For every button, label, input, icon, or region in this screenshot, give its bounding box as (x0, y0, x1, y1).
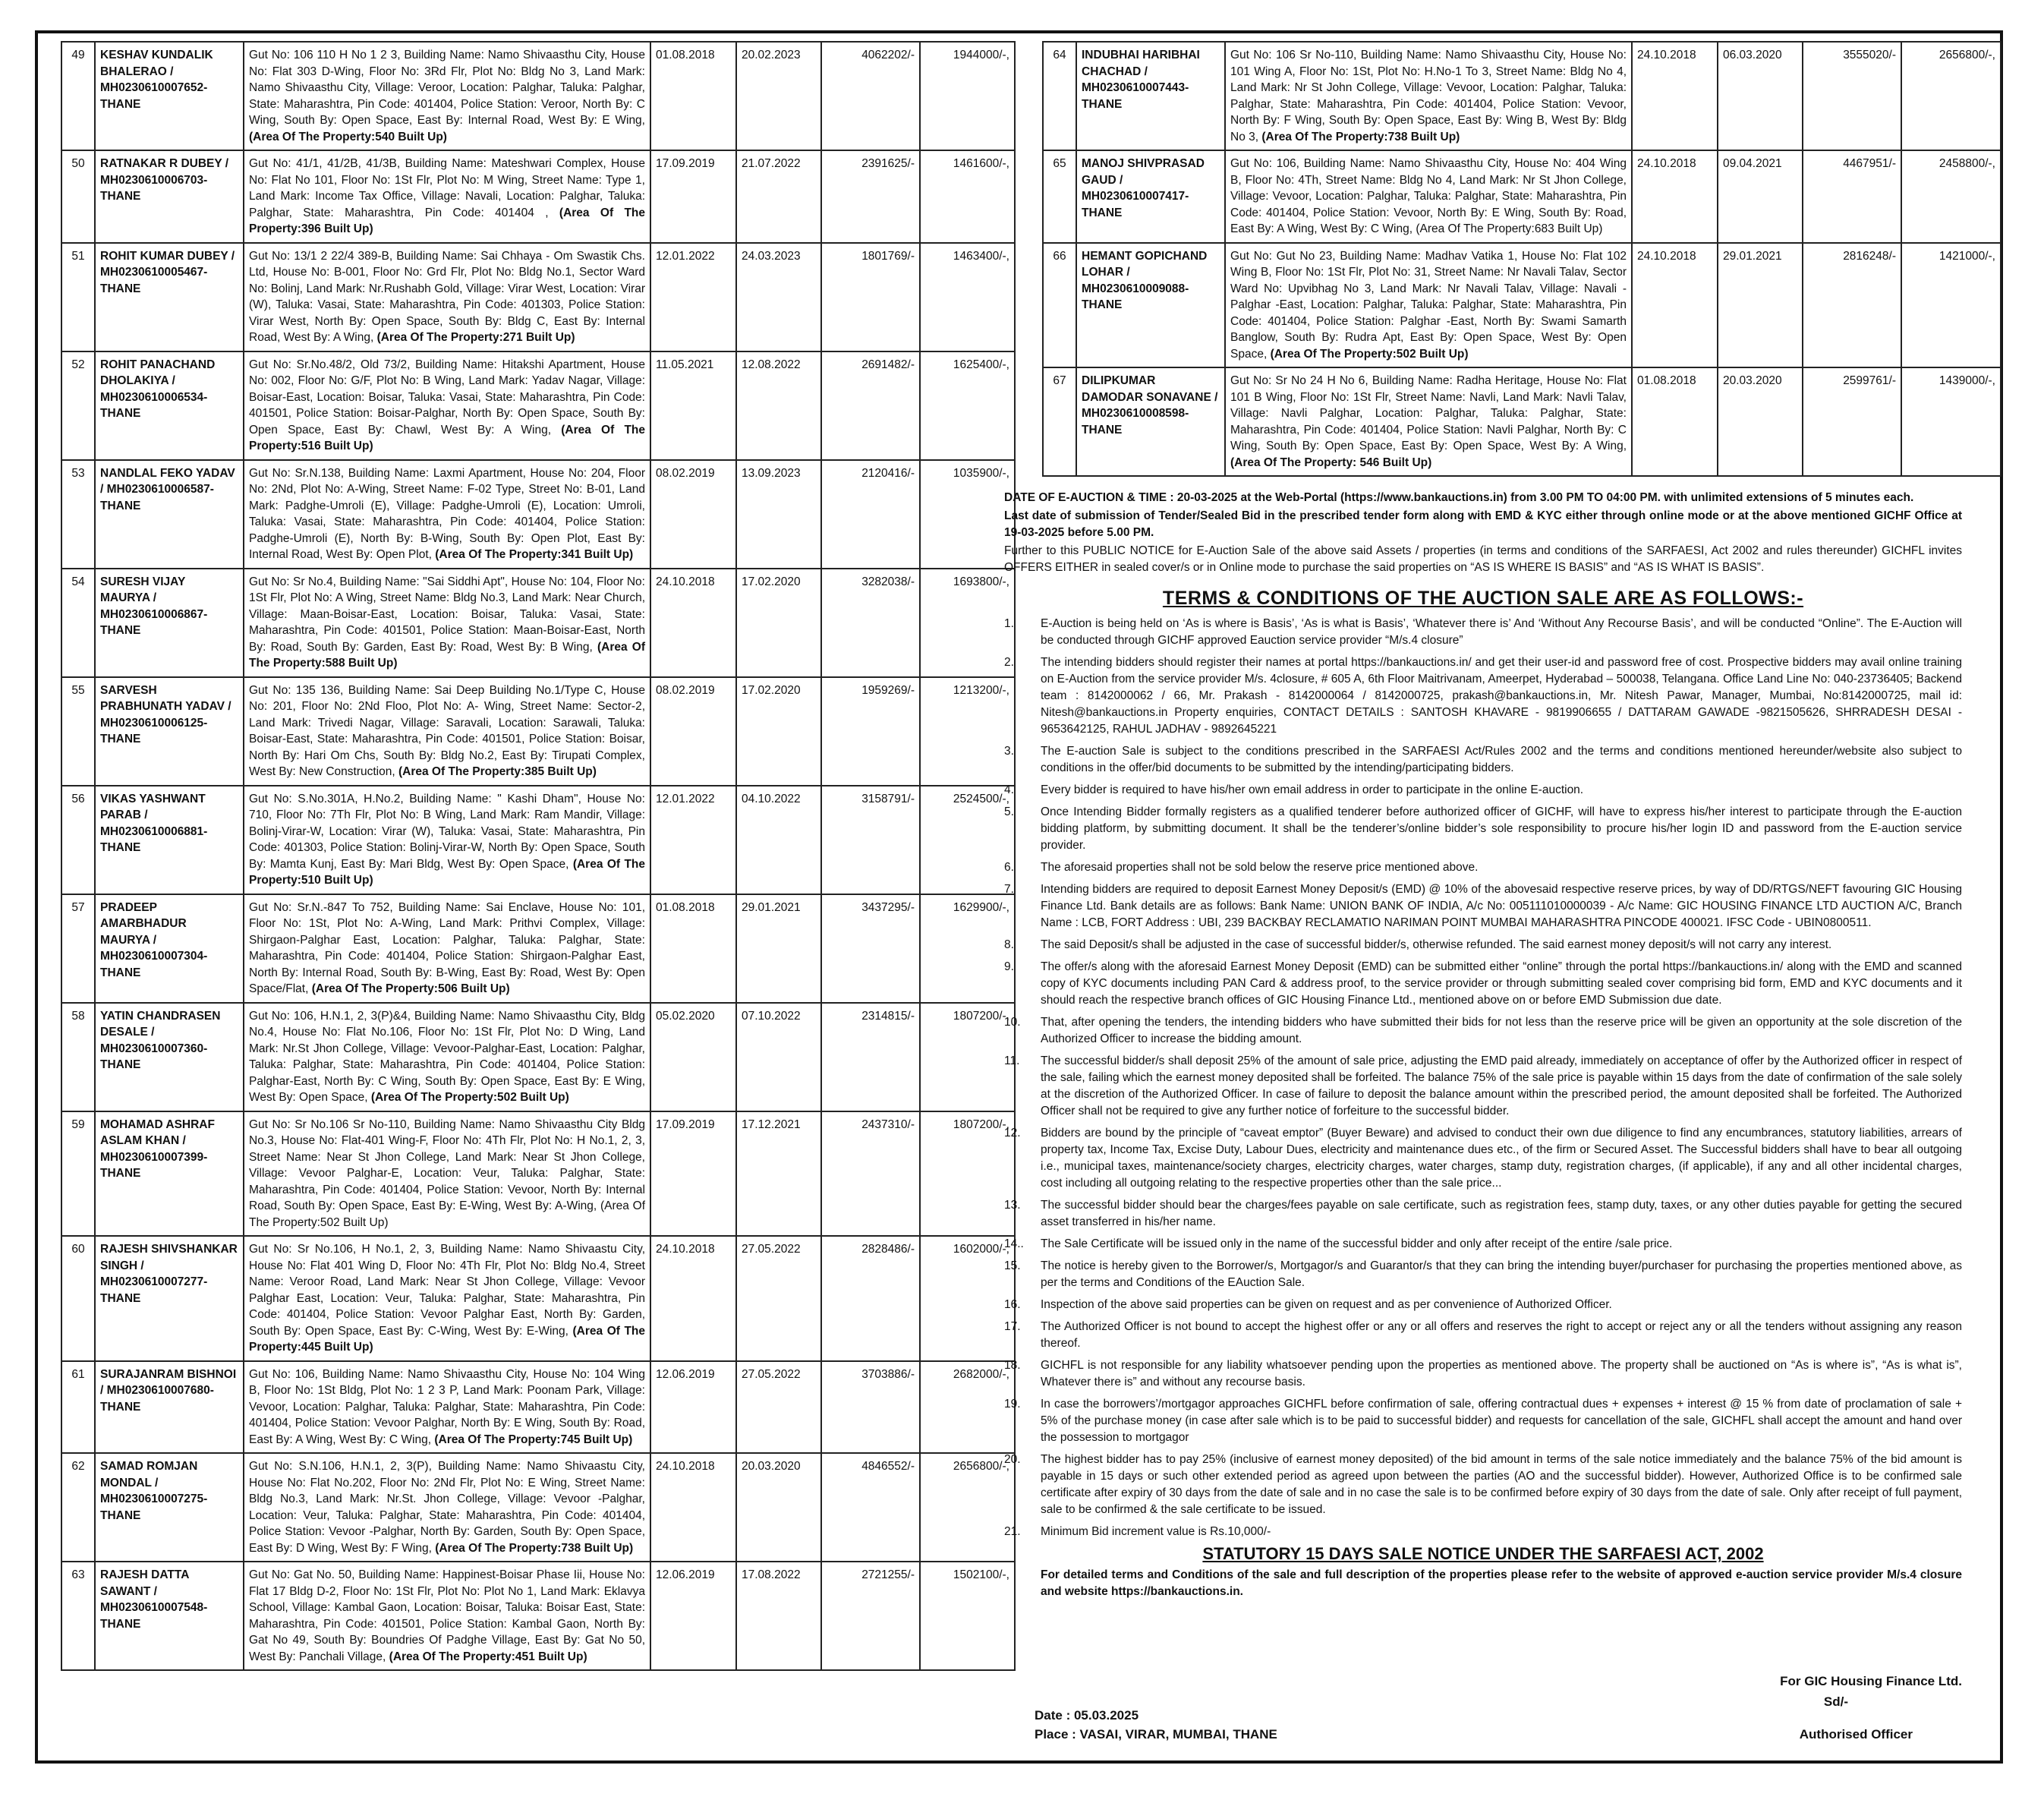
borrower-name: HEMANT GOPICHAND LOHAR / MH0230610009088-THANE (1076, 243, 1225, 368)
serial-number: 49 (61, 42, 95, 150)
property-row (61, 1003, 1015, 1111)
term-text: Bidders are bound by the principle of “caveat emptor” (Buyer Beware) and advised to conduct their own due diligence to find any encumbrances, statutory liabilities, arrears of property tax, Income Tax, Excise Duty, Labour Dues, electricity and maintenance dues etc., of the firm or Secured Asset. The Successful bidders shall have to bear all outgoing i.e., municipal taxes, maintenance/society charges, electricity charges, water charges, stamp duty, registration charges, (if applicable), if any and all other incidental charges, cost including all outgoing relating to the respective properties other than the sale price... (1041, 1127, 1962, 1190)
property-area: (Area Of The Property:745 Built Up) (434, 1433, 633, 1446)
property-area: (Area Of The Property:502 Built Up) (370, 1091, 569, 1104)
term-text: The E-auction Sale is subject to the conditions prescribed in the SARFAESI Act/Rules 2002 and the terms and conditions mentioned hereunder/website also subject to conditions in the offer/bid documents to be submitted by the intending/participating bidders. (1041, 745, 1962, 774)
description-text: Gut No: Sr No.4, Building Name: "Sai Siddhi Apt", House No: 104, Floor No: 1St Flr, Plot No: A Wing, Street Name: Bldg No.3, Land Mark: Near Church, Village: Maan-Boisar-East, Location: Boisar, Taluka: Vasai, State: Maharashtra, Pin Code: 401501, Police Station: Maan-Boisar-East, North By: Road, South By: Garden, East By: Road, West By: B Wing, (249, 575, 645, 654)
term-text: Minimum Bid increment value is Rs.10,000/- (1041, 1525, 1271, 1538)
reserve-price: 1502100/-, (920, 1562, 1015, 1670)
property-row (61, 894, 1015, 1003)
property-row (1043, 367, 2001, 476)
property-row (1043, 243, 2001, 368)
reserve-price: 1213200/-, (920, 677, 1015, 786)
property-area: (Area Of The Property:396 Built Up) (249, 206, 646, 235)
outstanding-amount: 2391625/- (821, 150, 920, 243)
reserve-price: 1463400/-, (920, 243, 1015, 351)
demand-notice-date: 12.01.2022 (650, 786, 736, 894)
term-item (1004, 616, 1962, 649)
left-table-body (61, 42, 1015, 1670)
right-property-table-column (1042, 41, 2000, 477)
demand-notice-date: 24.10.2018 (650, 1453, 736, 1562)
term-item (1004, 1357, 1962, 1391)
term-item (1004, 654, 1962, 738)
possession-date: 09.04.2021 (1718, 150, 1803, 243)
outstanding-amount: 2721255/- (821, 1562, 920, 1670)
term-number: 2. (1004, 656, 1014, 669)
property-row (1043, 42, 2001, 150)
serial-number: 53 (61, 460, 95, 569)
property-description (244, 42, 650, 150)
term-item (1004, 959, 1962, 1009)
description-text: Gut No: Sr No.106, H No.1, 2, 3, Building Name: Namo Shivaastu City, House No: Flat 401 Wing D, Floor No: 4Th Flr, Plot No: Bldg No.4, Street Name: Veroor Road, Land Mark: Near St Jhon College, Village: Vevoor Palghar East, Location: Veur, Taluka: Palghar, State: Maharashtra, Pin Code: 401404, Police Station: Vevoor Palghar East, North By: Garden, South By: Open Space, East By: C-Wing, West By: E-Wing, (249, 1243, 645, 1338)
reserve-price: 2682000/-, (920, 1361, 1015, 1454)
outstanding-amount: 3282038/- (821, 569, 920, 677)
property-description (244, 460, 650, 569)
term-number: 8. (1004, 938, 1014, 951)
description-text: Gut No: Sr No.106 Sr No-110, Building Name: Namo Shivaasthu City Bldg No.3, House No: Flat-401 Wing-F, Floor No: 4Th Flr, Plot No: H No.1, 2, 3, Street Name: Near St Jhon College, Land Mark: Near St Jhon College, Village: Vevoor Palghar-E, Location: Veur, Taluka: Palghar, State: Maharashtra, Pin Code: 401404, Police Station: Vevoor, North By: Internal Road, South By: Open Space, East By: E-Wing, West By: A-Wing, (Area Of The Property:502 Built Up) (249, 1117, 645, 1229)
property-area: (Area Of The Property:738 Built Up) (1261, 130, 1460, 143)
term-item (1004, 1258, 1962, 1291)
possession-date: 17.08.2022 (736, 1562, 821, 1670)
borrower-name: RAJESH SHIVSHANKAR SINGH / MH0230610007277-THANE (95, 1236, 244, 1361)
demand-notice-date: 24.10.2018 (1632, 243, 1718, 368)
property-area: (Area Of The Property:540 Built Up) (249, 130, 447, 143)
term-number: 16. (1004, 1298, 1021, 1311)
term-text: That, after opening the tenders, the intending bidders who have submitted their bids for not less than the reserve price will be given an opportunity at the sole discretion of the Authorized Officer to increase the bidding amount. (1041, 1016, 1962, 1045)
term-number: 4. (1004, 783, 1014, 796)
outstanding-amount: 2828486/- (821, 1236, 920, 1361)
outstanding-amount: 4846552/- (821, 1453, 920, 1562)
property-description (244, 1111, 650, 1237)
term-item (1004, 1452, 1962, 1518)
property-description (244, 1361, 650, 1454)
reserve-price: 1439000/-, (1901, 367, 2001, 476)
outstanding-amount: 2599761/- (1803, 367, 1901, 476)
term-text: GICHFL is not responsible for any liability whatsoever pending upon the properties as mentioned above. The property shall be auctioned on “As is where is”, “As is what is”, Whatever there is” and without any recourse basis. (1041, 1359, 1962, 1388)
reserve-price: 1625400/-, (920, 351, 1015, 460)
signed-mark: Sd/- (1823, 1694, 1848, 1709)
term-item (1004, 1297, 1962, 1313)
property-row (61, 786, 1015, 894)
demand-notice-date: 17.09.2019 (650, 150, 736, 243)
serial-number: 64 (1043, 42, 1076, 150)
term-number: 18. (1004, 1359, 1021, 1372)
demand-notice-date: 01.08.2018 (650, 894, 736, 1003)
property-row (1043, 150, 2001, 243)
term-item (1004, 937, 1962, 954)
serial-number: 59 (61, 1111, 95, 1237)
term-item (1004, 1125, 1962, 1192)
authorised-officer: Authorised Officer (1799, 1727, 1913, 1742)
borrower-name: SURESH VIJAY MAURYA / MH0230610006867-THANE (95, 569, 244, 677)
demand-notice-date: 12.06.2019 (650, 1361, 736, 1454)
possession-date: 27.05.2022 (736, 1361, 821, 1454)
property-area: (Area Of The Property:738 Built Up) (435, 1541, 634, 1555)
serial-number: 61 (61, 1361, 95, 1454)
outstanding-amount: 3437295/- (821, 894, 920, 1003)
further-notice-line: Further to this PUBLIC NOTICE for E-Auction Sale of the above said Assets / properties (in terms and conditions of the SARFAESI, Act 2002 and rules thereunder) GICHFL invites OFFERS EITHER in sealed cover/s or in Online mode to purchase the said properties on “AS IS WHERE IS BASIS” and “AS IS WHAT IS BASIS”. (1004, 544, 1962, 574)
property-row (61, 351, 1015, 460)
term-number: 13. (1004, 1199, 1021, 1212)
left-property-table (61, 41, 1016, 1671)
demand-notice-date: 08.02.2019 (650, 677, 736, 786)
serial-number: 51 (61, 243, 95, 351)
term-number: 11. (1004, 1054, 1020, 1067)
possession-date: 20.03.2020 (1718, 367, 1803, 476)
description-text: Gut No: Sr.N.-847 To 752, Building Name: Sai Enclave, House No: 101, Floor No: 1St, Plot No: A-Wing, Land Mark: Prithvi Complex, Village: Shirgaon-Palghar East, Location: Palghar, Taluka: Palghar, State: Maharashtra, Pin Code: 401404, Police Station: Shirgaon-Palghar East, North By: Internal Road, South By: B-Wing, East By: Road, West By: Open Space/Flat, (249, 900, 645, 995)
term-text: In case the borrowers’/mortgagor approaches GICHFL before confirmation of sale, offering contractual dues + expenses + interest @ 15 % from date of proclamation of sale + 5% of the purchase money (in case after sale which is to be paid to successful bidder) and requests for cancellation of the sale, GICHFL shall accept the amount and hand over the possession to mortgagor (1041, 1398, 1962, 1444)
description-text: Gut No: 106 110 H No 1 2 3, Building Name: Namo Shivaasthu City, House No: Flat 303 D-Wing, Floor No: 3Rd Flr, Plot No: Bldg No 3, Land Mark: Namo Shivaasthu City, Village: Veroor, Location: Palghar, Taluka: Palghar, State: Maharashtra, Pin Code: 401404, Police Station: Veroor, North By: C Wing, South By: Open Space, East By: Internal Road, West By: E Wing, (249, 49, 645, 127)
property-area: (Area Of The Property:502 Built Up) (1270, 347, 1469, 361)
property-description (1225, 367, 1632, 476)
outstanding-amount: 1801769/- (821, 243, 920, 351)
demand-notice-date: 12.06.2019 (650, 1562, 736, 1670)
borrower-name: ROHIT PANACHAND DHOLAKIYA / MH0230610006534-THANE (95, 351, 244, 460)
property-row (61, 42, 1015, 150)
demand-notice-date: 24.10.2018 (650, 1236, 736, 1361)
demand-notice-date: 08.02.2019 (650, 460, 736, 569)
outstanding-amount: 3158791/- (821, 786, 920, 894)
term-item (1004, 1319, 1962, 1352)
outstanding-amount: 3703886/- (821, 1361, 920, 1454)
property-row (61, 1111, 1015, 1237)
term-number: 7. (1004, 883, 1014, 896)
possession-date: 17.12.2021 (736, 1111, 821, 1237)
terms-title: TERMS & CONDITIONS OF THE AUCTION SALE ARE AS FOLLOWS:- (1162, 588, 1804, 609)
outstanding-amount: 2691482/- (821, 351, 920, 460)
property-description (1225, 42, 1632, 150)
property-row (61, 569, 1015, 677)
borrower-name: INDUBHAI HARIBHAI CHACHAD / MH0230610007443-THANE (1076, 42, 1225, 150)
borrower-name: PRADEEP AMARBHADUR MAURYA / MH0230610007304-THANE (95, 894, 244, 1003)
reserve-price: 1602000/-, (920, 1236, 1015, 1361)
description-text: Gut No: 106, H.N.1, 2, 3(P)&4, Building Name: Namo Shivaasthu City, Bldg No.4, House No: Flat No.106, Floor No: 1St Flr, Plot No: D Wing, Land Mark: Nr.St Jhon College, Village: Vevoor-Palghar-East, Location: Palghar, Taluka: Palghar, State: Maharashtra, Pin Code: 401404, Police Station: Palghar-East, North By: C Wing, South By: Open Space, East By: E Wing, West By: Open Space, (249, 1009, 645, 1104)
auction-date-line: DATE OF E-AUCTION & TIME : 20-03-2025 at the Web-Portal (https://www.bankauctions.in) from 3.00 PM TO 04:00 PM. with unlimited extensions of 5 minutes each. (1004, 491, 1914, 504)
reserve-price: 2656800/-, (1901, 42, 2001, 150)
property-area: (Area Of The Property:516 Built Up) (249, 423, 646, 452)
term-number: 3. (1004, 745, 1014, 758)
borrower-name: VIKAS YASHWANT PARAB / MH0230610006881-THANE (95, 786, 244, 894)
term-number: 21. (1004, 1525, 1021, 1538)
property-area: (Area Of The Property:385 Built Up) (398, 765, 597, 778)
possession-date: 21.07.2022 (736, 150, 821, 243)
property-area: (Area Of The Property:341 Built Up) (435, 548, 634, 561)
term-text: The highest bidder has to pay 25% (inclusive of earnest money deposited) of the bid amount in terms of the sale notice immediately and the balance 75% of the bid amount is payable in 15 days or such other extended period as agreed upon between the parties (AO and the successful bidder). However, Authorized Office is to be confirmed sale certificate after expiry of 30 days from the date of sale and in no case the sale is to be confirmed before expiry of 30 days from the date of sale. Only after receipt of full payment, sale to be confirmed & the sale certificate to be issued. (1041, 1453, 1962, 1516)
term-item (1004, 1197, 1962, 1231)
property-description (244, 1003, 650, 1111)
description-text: Gut No: S.No.301A, H.No.2, Building Name: " Kashi Dham", House No: 710, Floor No: 7Th Flr, Plot No: B Wing, Land Mark: Ram Mandir, Village: Bolinj-Virar-W, Location: Virar (W), Taluka: Vasai, State: Maharashtra, Pin Code: 401303, Police Station: Bolinj-Virar-W, North By: Open Space, South By: Mamta Kunj, East By: Mari Bldg, West By: Open Space, (249, 792, 645, 871)
serial-number: 52 (61, 351, 95, 460)
description-text: Gut No: Sr.No.48/2, Old 73/2, Building Name: Hitakshi Apartment, House No: 002, Floor No: G/F, Plot No: B Wing, Land Mark: Yadav Nagar, Village: Boisar-East, Location: Boisar, Taluka: Vasai, State: Maharashtra, Pin Code: 401501, Police Station: Boisar-Palghar, North By: Open Space, South By: Open Space, East By: Chawl, West By: A Wing, (249, 358, 645, 437)
term-text: Every bidder is required to have his/her own email address in order to participate in the online E-auction. (1041, 783, 1584, 796)
possession-date: 13.09.2023 (736, 460, 821, 569)
demand-notice-date: 01.08.2018 (650, 42, 736, 150)
description-text: Gut No: S.N.106, H.N.1, 2, 3(P), Building Name: Namo Shivaastu City, House No: Flat No.202, Floor No: 2Nd Flr, Plot No: E Wing, Street Name: Bldg No.3, Land Mark: Nr.St. Jhon College, Village: Vevoor -Palghar, Location: Veur, Taluka: Palghar, State: Maharashtra, Pin Code: 401404, Police Station: Vevoor -Palghar, North By: Garden, South By: Open Space, East By: D Wing, West By: F Wing, (249, 1460, 645, 1555)
demand-notice-date: 24.10.2018 (1632, 42, 1718, 150)
term-item (1004, 1014, 1962, 1048)
term-item (1004, 1524, 1962, 1540)
term-number: 9. (1004, 960, 1014, 973)
property-description (244, 1236, 650, 1361)
property-description (244, 243, 650, 351)
property-row (61, 1562, 1015, 1670)
reserve-price: 1421000/-, (1901, 243, 2001, 368)
term-number: 6. (1004, 861, 1014, 874)
description-text: Gut No: 106, Building Name: Namo Shivaasthu City, House No: 104 Wing B, Floor No: 1St Bldg, Plot No: 1 2 3 P, Land Mark: Poonam Park, Village: Vevoor, Location: Palghar, Taluka: Palghar, State: Maharashtra, Pin Code: 401404, Police Station: Vevoor Palghar, North By: E Wing, South By: Road, East By: A Wing, West By: C Wing, (249, 1367, 645, 1446)
possession-date: 29.01.2021 (1718, 243, 1803, 368)
outstanding-amount: 1959269/- (821, 677, 920, 786)
property-row (61, 150, 1015, 243)
description-text: Gut No: Sr.N.138, Building Name: Laxmi Apartment, House No: 204, Floor No: 2Nd, Plot No: A-Wing, Street Name: F-02 Type, Street No: B-01, Land Mark: Padghe-Umroli (E), Village: Padghe-Umroli (E), Location: Umroli, Taluka: Vasai, State: Maharashtra, Pin Code: 401404, Police Station: Padghe-Umroli (E), North By: B-Wing, South By: Open Plot, East By: Internal Road, West By: Open Plot, (249, 466, 645, 561)
possession-date: 24.03.2023 (736, 243, 821, 351)
term-number: 1. (1004, 617, 1014, 630)
term-number: 5. (1004, 805, 1014, 818)
for-company: For GIC Housing Finance Ltd. (1780, 1674, 1962, 1688)
borrower-name: NANDLAL FEKO YADAV / MH0230610006587-THANE (95, 460, 244, 569)
property-row (61, 243, 1015, 351)
reserve-price: 1807200/-, (920, 1111, 1015, 1237)
possession-date: 07.10.2022 (736, 1003, 821, 1111)
borrower-name: YATIN CHANDRASEN DESALE / MH0230610007360-THANE (95, 1003, 244, 1111)
serial-number: 63 (61, 1562, 95, 1670)
reserve-price: 1035900/-, (920, 460, 1015, 569)
borrower-name: RAJESH DATTA SAWANT / MH0230610007548-THANE (95, 1562, 244, 1670)
description-text: Gut No: 106, Building Name: Namo Shivaasthu City, House No: 404 Wing B, Floor No: 4Th, Street Name: Bldg No 4, Land Mark: Nr St Jhon College, Village: Vevoor, Location: Palghar, Taluka: Palghar, State: Maharashtra, Pin Code: 401404, Police Station: Vevoor, North By: E Wing, South By: Road, East By: A Wing, West By: C Wing, (Area Of The Property:683 Built Up) (1230, 157, 1627, 235)
property-description (244, 150, 650, 243)
possession-date: 17.02.2020 (736, 569, 821, 677)
demand-notice-date: 01.08.2018 (1632, 367, 1718, 476)
borrower-name: SARVESH PRABHUNATH YADAV / MH0230610006125-THANE (95, 677, 244, 786)
term-number: 15. (1004, 1259, 1021, 1272)
term-item (1004, 1053, 1962, 1120)
serial-number: 62 (61, 1453, 95, 1562)
property-description (244, 1562, 650, 1670)
serial-number: 57 (61, 894, 95, 1003)
serial-number: 60 (61, 1236, 95, 1361)
statutory-title: STATUTORY 15 DAYS SALE NOTICE UNDER THE SARFAESI ACT, 2002 (1202, 1544, 1764, 1563)
outstanding-amount: 2314815/- (821, 1003, 920, 1111)
reserve-price: 1807200/-, (920, 1003, 1015, 1111)
terms-list (1004, 616, 1962, 1540)
term-text: The Sale Certificate will be issued only in the name of the successful bidder and only after receipt of the entire /sale price. (1041, 1237, 1673, 1250)
demand-notice-date: 17.09.2019 (650, 1111, 736, 1237)
property-description (244, 786, 650, 894)
term-number: 10. (1004, 1016, 1021, 1029)
possession-date: 17.02.2020 (736, 677, 821, 786)
demand-notice-date: 11.05.2021 (650, 351, 736, 460)
term-item (1004, 1396, 1962, 1446)
borrower-name: RATNAKAR R DUBEY / MH0230610006703-THANE (95, 150, 244, 243)
borrower-name: KESHAV KUNDALIK BHALERAO / MH0230610007652-THANE (95, 42, 244, 150)
reserve-price: 1629900/-, (920, 894, 1015, 1003)
reserve-price: 2524500/-, (920, 786, 1015, 894)
serial-number: 65 (1043, 150, 1076, 243)
reserve-price: 1461600/-, (920, 150, 1015, 243)
property-description (244, 569, 650, 677)
term-text: The aforesaid properties shall not be sold below the reserve price mentioned above. (1041, 861, 1479, 874)
property-description (244, 1453, 650, 1562)
serial-number: 55 (61, 677, 95, 786)
possession-date: 27.05.2022 (736, 1236, 821, 1361)
possession-date: 20.03.2020 (736, 1453, 821, 1562)
possession-date: 20.02.2023 (736, 42, 821, 150)
description-text: Gut No: Sr No 24 H No 6, Building Name: Radha Heritage, House No: Flat 101 B Wing, Floor No: 1St Flr, Street Name: Navli, Land Mark: Navli Talav, Village: Navli Palghar, Location: Palghar, Taluka: Palghar, State: Maharashtra, Pin Code: 401404, Police Station: Navli Palghar, North By: C Wing, South By: Open Space, East By: Open Space, West By: A Wing, (1230, 374, 1627, 452)
statutory-body: For detailed terms and Conditions of the sale and full description of the properties please refer to the website of approved e-auction service provider M/s.4 closure and website https://bankauctions.in. (1041, 1568, 1962, 1598)
left-property-table-column (61, 41, 1014, 1671)
property-area: (Area Of The Property:445 Built Up) (249, 1324, 646, 1354)
property-row (61, 1361, 1015, 1454)
term-number: 14.. (1004, 1237, 1024, 1250)
term-item (1004, 804, 1962, 854)
term-text: The successful bidder should bear the charges/fees payable on sale certificate, such as registration fees, stamp duty, taxes, or any other duties payable for getting the secured asset transferred in his/her name. (1041, 1199, 1962, 1228)
submission-deadline-line: Last date of submission of Tender/Sealed Bid in the prescribed tender form along with EMD & KYC either through online mode or at the above mentioned GICHF Office at 19-03-2025 before 5.00 PM. (1004, 509, 1962, 539)
demand-notice-date: 05.02.2020 (650, 1003, 736, 1111)
term-item (1004, 1236, 1962, 1253)
serial-number: 56 (61, 786, 95, 894)
outstanding-amount: 2816248/- (1803, 243, 1901, 368)
reserve-price: 2656800/-, (920, 1453, 1015, 1562)
notice-place: Place : VASAI, VIRAR, MUMBAI, THANE (1035, 1727, 1277, 1742)
term-text: The notice is hereby given to the Borrower/s, Mortgagor/s and Guarantor/s that they can bring the intending buyer/purchaser for purchasing the properties mentioned above, as per the terms and Conditions of the EAuction Sale. (1041, 1259, 1962, 1289)
property-row (61, 1236, 1015, 1361)
property-description (1225, 243, 1632, 368)
outstanding-amount: 2120416/- (821, 460, 920, 569)
property-area: (Area Of The Property:588 Built Up) (249, 640, 646, 670)
term-number: 20. (1004, 1453, 1021, 1466)
serial-number: 50 (61, 150, 95, 243)
description-text: Gut No: 13/1 2 22/4 389-B, Building Name: Sai Chhaya - Om Swastik Chs. Ltd, House No: B-001, Floor No: Grd Flr, Plot No: Bldg No.1, Sector Ward No: Bolinj, Land Mark: Nr.Rushabh Gold, Village: Virar West, Location: Virar (W), Taluka: Vasai, State: Maharashtra, Pin Code: 401303, Police Station: Virar West, North By: Open Space, South By: Bldg C, East By: Internal Road, West By: A Wing, (249, 249, 645, 344)
property-area: (Area Of The Property:510 Built Up) (249, 857, 646, 887)
outstanding-amount: 4062202/- (821, 42, 920, 150)
property-row (61, 460, 1015, 569)
term-item (1004, 743, 1962, 777)
serial-number: 58 (61, 1003, 95, 1111)
right-property-table (1042, 41, 2001, 477)
serial-number: 66 (1043, 243, 1076, 368)
notice-date: Date : 05.03.2025 (1035, 1708, 1139, 1723)
possession-date: 29.01.2021 (736, 894, 821, 1003)
borrower-name: ROHIT KUMAR DUBEY / MH0230610005467-THANE (95, 243, 244, 351)
borrower-name: MANOJ SHIVPRASAD GAUD / MH0230610007417-THANE (1076, 150, 1225, 243)
term-item (1004, 782, 1962, 799)
possession-date: 06.03.2020 (1718, 42, 1803, 150)
term-text: The intending bidders should register their names at portal https://bankauctions.in/ and get their user-id and password free of cost. Prospective bidders may avail online training on E-Auction from the service provider M/s. 4closure, # 605 A, 6th Floor Maitrivanam, Ameerpet, Hyderabad – 500038, Telangana. Office Land Line No: 040-23736405; Backend team : 8142000062 / 66, Mr. Prakash - 8142000064 / 8142000725, prakash@bankauctions.in, Mr. Nitesh Pawar, Manager, Mumbai, No:8142000725, mail id: Nitesh@bankauctions.in Property enquiries, CONTACT DETAILS : SANTOSH KHAVARE - 9819906655 / DATTARAM GAWADE -9821505626, SHRRADESH DESAI - 9653642125, RAHUL JADHAV - 9892645221 (1041, 656, 1962, 736)
description-text: Gut No: 41/1, 41/2B, 41/3B, Building Name: Mateshwari Complex, House No: Flat No 101, Floor No: 1St Flr, Plot No: M Wing, Street Name: Type 1, Land Mark: Income Tax Office, Village: Navali, Location: Palghar, Taluka: Palghar, State: Maharashtra, Pin Code: 401404 , (249, 157, 645, 219)
description-text: Gut No: 106 Sr No-110, Building Name: Namo Shivaasthu City, House No: 101 Wing A, Floor No: 1St, Plot No: H.No-1 To 3, Street Name: Bldg No 4, Land Mark: Nr St John College, Village: Vevoor, Location: Palghar, Taluka: Palghar, State: Maharashtra, Pin Code: 401404, Police Station: Vevoor, North By: F Wing, South By: Open Space, East By: Wing B, West By: Bldg No 3, (1230, 49, 1627, 143)
demand-notice-date: 24.10.2018 (650, 569, 736, 677)
serial-number: 54 (61, 569, 95, 677)
term-item (1004, 881, 1962, 931)
property-description (244, 894, 650, 1003)
description-text: Gut No: Gut No 23, Building Name: Madhav Vatika 1, House No: Flat 102 Wing B, Floor No: 1St Flr, Plot No: 31, Street Name: Nr Navali Talav, Sector Ward No: Upvibhag No 3, Land Mark: Nr Navali Talav, Village: Navali -Palghar -East, Location: Palghar, Taluka: Palghar, State: Maharashtra, Pin Code: 401404, Police Station: Palghar -East, North By: Swami Samarth Banglow, South By: Rudra Apt, East By: Open Space, West By: Open Space, (1230, 249, 1627, 361)
term-text: The successful bidder/s shall deposit 25% of the amount of sale price, adjusting the EMD paid already, immediately on acceptance of offer by the Authorized officer in respect of the sale, failing which the earnest money deposited shall be forfeited. The balance 75% of the sale price is payable within 15 days from the date of confirmation of the sale solely at the discretion of the Authorized Officer. In case of failure to deposit the balance amount within the prescribed period, the amount deposited shall be forfeited. The Authorized Officer shall not be required to give any further notice of forfeiture to the successful bidder. (1041, 1054, 1962, 1117)
reserve-price: 2458800/-, (1901, 150, 2001, 243)
term-text: Intending bidders are required to deposit Earnest Money Deposit/s (EMD) @ 10% of the abovesaid respective reserve prices, by way of DD/RTGS/NEFT favouring GIC Housing Finance Ltd. Bank details are as follows: Bank Name: UNION BANK OF INDIA, A/c No: 005111010000039 - A/c Name: GIC HOUSING FINANCE LTD AUCTION A/C, Branch Name : LCB, FORT Address : UBI, 239 BACKBAY RECLAMATIO NARIMAN POINT MUMBAI MAHARASHTRA PINCODE 400021. IFSC Code - UBIN0800511. (1041, 883, 1962, 929)
possession-date: 04.10.2022 (736, 786, 821, 894)
reserve-price: 1693800/-, (920, 569, 1015, 677)
reserve-price: 1944000/-, (920, 42, 1015, 150)
auction-notice (1004, 490, 1962, 1600)
property-area: (Area Of The Property:506 Built Up) (311, 982, 510, 995)
term-item (1004, 859, 1962, 876)
serial-number: 67 (1043, 367, 1076, 476)
outstanding-amount: 3555020/- (1803, 42, 1901, 150)
term-text: Inspection of the above said properties can be given on request and as per convenience of Authorized Officer. (1041, 1298, 1612, 1311)
demand-notice-date: 12.01.2022 (650, 243, 736, 351)
term-text: Once Intending Bidder formally registers as a qualified tenderer before authorized officer of GICHF, will have to express his/her interest to participate through the E-auction bidding platform, by submitting document. It shall be the tenderer’s/online bidder’s sole responsibility to procure his/her login ID and password from the E-auction service provider. (1041, 805, 1962, 852)
property-row (61, 677, 1015, 786)
term-number: 17. (1004, 1320, 1021, 1333)
property-description (244, 351, 650, 460)
term-number: 12. (1004, 1127, 1021, 1139)
property-description (1225, 150, 1632, 243)
term-number: 19. (1004, 1398, 1021, 1411)
property-area: (Area Of The Property: 546 Built Up) (1230, 455, 1432, 469)
term-text: The offer/s along with the aforesaid Earnest Money Deposit (EMD) can be submitted either “online” through the portal https://bankauctions.in/ along with the EMD and scanned copy of KYC documents including PAN Card & address proof, to the service provider or through submitting sealed cover comprising bid form, EMD and KYC documents and it should reach the respective branch offices of GIC Housing Finance Ltd., mentioned above on or before EMD Submission due date. (1041, 960, 1962, 1007)
property-area: (Area Of The Property:451 Built Up) (389, 1650, 587, 1663)
term-text: The Authorized Officer is not bound to accept the highest offer or any or all offers and reserves the right to accept or reject any or all the tenders without assigning any reason thereof. (1041, 1320, 1962, 1350)
term-text: E-Auction is being held on ‘As is where is Basis’, ‘As is what is Basis’, ‘Whatever there is’ And ‘Without Any Recourse Basis’, and will be conducted “Online”. The E-Auction will be conducted through GICHF approved Eauction service provider “M/s.4 closure” (1041, 617, 1962, 647)
borrower-name: SAMAD ROMJAN MONDAL / MH0230610007275-THANE (95, 1453, 244, 1562)
description-text: Gut No: Gat No. 50, Building Name: Happinest-Boisar Phase Iii, House No: Flat 17 Bldg D-2, Floor No: 1St Flr, Plot No: Plot No 1, Land Mark: Eklavya School, Village: Kambal Gaon, Location: Boisar, Taluka: Boisar East, State: Maharashtra, Pin Code: 401501, Police Station: Kambal Gaon, North By: Gat No 49, South By: Boundries Of Padghe Village, East By: Gat No 50, West By: Panchali Village, (249, 1568, 645, 1663)
borrower-name: MOHAMAD ASHRAF ASLAM KHAN / MH0230610007399-THANE (95, 1111, 244, 1237)
borrower-name: SURAJANRAM BISHNOI / MH0230610007680-THANE (95, 1361, 244, 1454)
possession-date: 12.08.2022 (736, 351, 821, 460)
property-area: (Area Of The Property:271 Built Up) (376, 331, 575, 344)
description-text: Gut No: 135 136, Building Name: Sai Deep Building No.1/Type C, House No: 201, Floor No: 2Nd Floo, Plot No: A- Wing, Street Name: Sector-2, Land Mark: Trivedi Nagar, Village: Saravali, Location: Sarawali, Taluka: Boisar-East, State: Maharashtra, Pin Code: 401501, Police Station: Boisar, North By: Hari Om Chs, South By: Bldg No.2, East By: Tirupati Complex, West By: New Construction, (249, 683, 645, 778)
demand-notice-date: 24.10.2018 (1632, 150, 1718, 243)
borrower-name: DILIPKUMAR DAMODAR SONAVANE / MH0230610008598-THANE (1076, 367, 1225, 476)
property-description (244, 677, 650, 786)
right-table-body (1043, 42, 2001, 476)
outstanding-amount: 2437310/- (821, 1111, 920, 1237)
outstanding-amount: 4467951/- (1803, 150, 1901, 243)
property-row (61, 1453, 1015, 1562)
term-text: The said Deposit/s shall be adjusted in the case of successful bidder/s, otherwise refunded. The said earnest money deposit/s will not carry any interest. (1041, 938, 1832, 951)
